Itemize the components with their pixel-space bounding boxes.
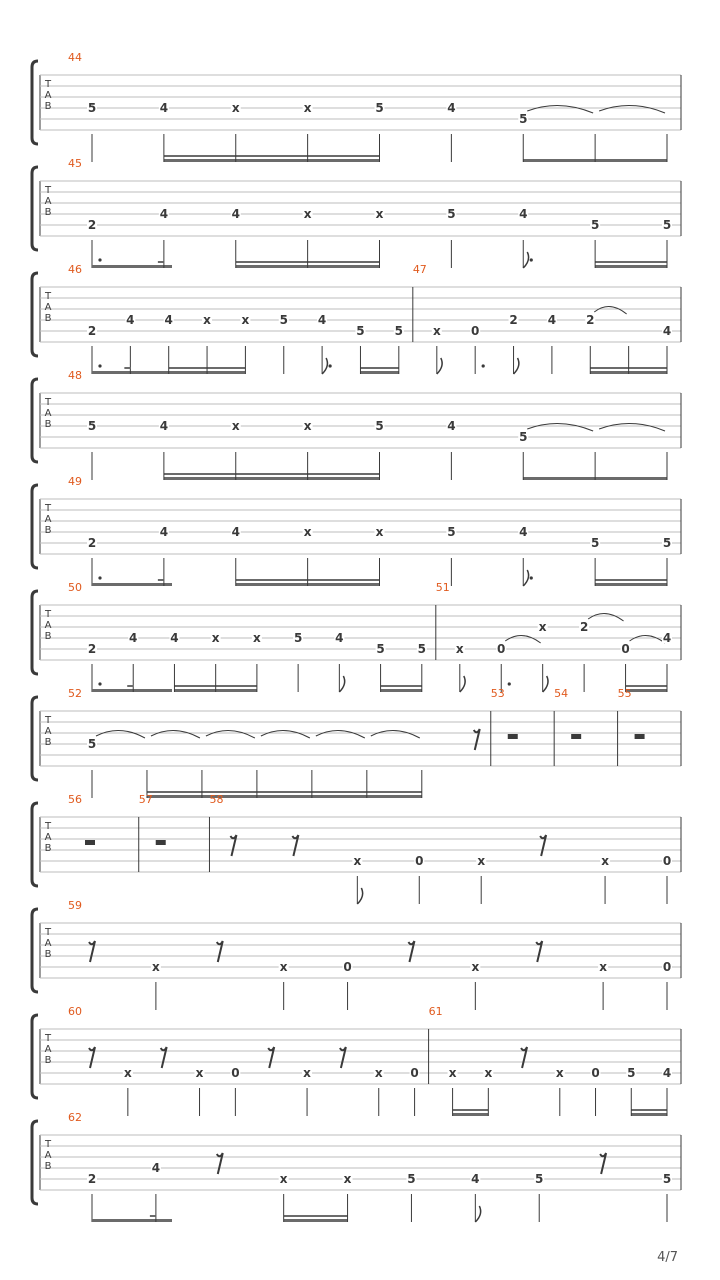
fret-number: 4: [519, 525, 528, 539]
beam-secondary: [595, 261, 667, 263]
tab-clef-letter: B: [44, 1055, 52, 1066]
system-bracket: [32, 591, 38, 674]
rhythm-dot: [98, 576, 101, 579]
tab-measure: [491, 687, 554, 766]
beam-secondary: [626, 685, 667, 687]
fret-number: 4: [447, 101, 456, 115]
measure-number: 59: [68, 899, 82, 912]
fret-number: 2: [586, 313, 595, 327]
measure-number: 48: [68, 369, 82, 382]
measure-number: 60: [68, 1005, 82, 1018]
fret-number: 4: [471, 1172, 480, 1186]
fret-number: 0: [415, 854, 424, 868]
tie-arc: [206, 730, 255, 738]
tab-clef-letter: T: [44, 1139, 52, 1150]
beam: [381, 689, 422, 692]
fret-number: x: [448, 1066, 457, 1080]
fret-number: x: [279, 1172, 288, 1186]
tab-measure: [554, 687, 617, 766]
fret-number: 2: [579, 620, 589, 634]
measure-number: 50: [68, 581, 82, 594]
fret-number: 4: [151, 1161, 161, 1175]
beam-stub: [124, 367, 130, 369]
system-bracket: [32, 485, 38, 568]
fret-number: 0: [497, 642, 506, 656]
half-rest: [571, 734, 581, 739]
tab-clef-letter: T: [44, 291, 52, 302]
beam-secondary: [595, 579, 667, 581]
fret-number: x: [231, 419, 240, 433]
fret-number: 5: [447, 525, 456, 539]
sixteenth-rest: [161, 1047, 167, 1068]
note-flag: [543, 676, 548, 692]
fret-number: 0: [470, 324, 480, 338]
tie-arc: [527, 105, 593, 113]
sixteenth-rest: [217, 941, 223, 962]
fret-number: x: [303, 1066, 311, 1080]
beam-secondary: [381, 685, 422, 687]
measure-number: 47: [412, 263, 427, 276]
fret-number: x: [471, 960, 480, 974]
measure-number: 49: [68, 475, 82, 488]
fret-number: 5: [519, 112, 528, 126]
measure-number: 56: [68, 793, 82, 806]
fret-number: 5: [662, 1172, 672, 1186]
fret-number: 4: [335, 631, 344, 645]
fret-number: 2: [87, 1172, 97, 1186]
rhythm-dot: [98, 258, 101, 261]
fret-number: 5: [407, 1172, 416, 1186]
fret-number: 0: [662, 960, 672, 974]
tab-clef-letter: B: [44, 101, 52, 112]
fret-number: 4: [662, 1066, 672, 1080]
tab-clef-letter: T: [44, 503, 52, 514]
sixteenth-rest: [89, 1047, 95, 1068]
fret-number: 2: [87, 536, 97, 550]
fret-number: 5: [535, 1172, 544, 1186]
tab-measure: [209, 793, 681, 904]
note-flag: [322, 358, 327, 374]
beam-stub: [150, 1215, 156, 1217]
fret-number: x: [343, 1172, 352, 1186]
fret-number: 4: [662, 631, 672, 645]
rhythm-dot: [530, 258, 533, 261]
beam: [92, 583, 172, 586]
tab-clef-letter: A: [44, 1044, 52, 1055]
tab-clef-letter: B: [44, 313, 52, 324]
tab-clef-letter: B: [44, 949, 52, 960]
beam: [626, 689, 667, 692]
fret-number: 0: [231, 1066, 240, 1080]
fret-number: 4: [159, 525, 169, 539]
sixteenth-rest: [340, 1047, 346, 1068]
beam: [92, 1219, 172, 1222]
measure-number: 54: [554, 687, 569, 700]
fret-number: 5: [417, 642, 426, 656]
beam: [164, 159, 380, 162]
fret-number: x: [484, 1066, 493, 1080]
system-bracket: [32, 273, 38, 356]
system-bracket: [32, 167, 38, 250]
fret-number: 4: [170, 631, 179, 645]
tab-measure: [413, 263, 681, 374]
fret-number: 4: [547, 313, 557, 327]
tie-arc: [588, 613, 623, 621]
beam: [92, 689, 172, 692]
tie-arc: [594, 306, 626, 314]
fret-number: 5: [356, 324, 365, 338]
note-flag: [514, 358, 519, 374]
fret-number: 5: [394, 324, 403, 338]
half-rest: [156, 840, 166, 845]
tab-clef-letter: A: [44, 938, 52, 949]
fret-number: x: [555, 1066, 564, 1080]
beam-secondary: [164, 155, 380, 157]
system-bracket: [32, 1015, 38, 1098]
tab-clef-letter: B: [44, 207, 52, 218]
sixteenth-rest: [600, 1153, 606, 1174]
tab-clef-letter: T: [44, 397, 52, 408]
tab-clef-letter: T: [44, 185, 52, 196]
half-rest: [635, 734, 645, 739]
fret-number: x: [211, 631, 220, 645]
system-bracket: [32, 61, 38, 144]
fret-number: 5: [375, 101, 384, 115]
rhythm-dot: [508, 682, 511, 685]
rhythm-dot: [530, 576, 533, 579]
tab-clef-letter: B: [44, 631, 52, 642]
fret-number: x: [375, 525, 384, 539]
fret-number: 5: [375, 419, 384, 433]
beam: [595, 265, 667, 268]
beam: [164, 477, 380, 480]
tab-clef-letter: A: [44, 620, 52, 631]
beam: [595, 583, 667, 586]
tab-system: [32, 51, 681, 162]
tab-system: [32, 263, 681, 374]
measure-number: 61: [428, 1005, 443, 1018]
fret-number: x: [203, 313, 211, 327]
tab-clef-letter: T: [44, 715, 52, 726]
beam: [360, 371, 398, 374]
fret-number: 4: [662, 324, 672, 338]
sixteenth-rest: [474, 729, 480, 750]
fret-number: 4: [126, 313, 135, 327]
fret-number: 5: [293, 631, 303, 645]
tab-clef-letter: A: [44, 196, 52, 207]
measure-number: 51: [435, 581, 450, 594]
fret-number: 4: [164, 313, 173, 327]
beam-secondary: [631, 1109, 667, 1111]
tab-clef-letter: T: [44, 821, 52, 832]
half-rest: [85, 840, 95, 845]
tie-arc: [371, 730, 420, 738]
fret-number: 4: [231, 207, 240, 221]
system-bracket: [32, 909, 38, 992]
tab-system: [32, 475, 681, 586]
fret-number: x: [375, 207, 384, 221]
tab-measure: [618, 687, 681, 766]
fret-number: 5: [87, 419, 97, 433]
measure-number: 44: [68, 51, 82, 64]
note-flag: [339, 676, 344, 692]
measure-number: 58: [209, 793, 224, 806]
measure-number: 57: [138, 793, 153, 806]
beam: [284, 1219, 348, 1222]
fret-number: x: [279, 960, 288, 974]
eighth-rest: [217, 1153, 223, 1174]
measure-number: 52: [68, 687, 82, 700]
tab-clef-letter: T: [44, 927, 52, 938]
rhythm-dot: [98, 364, 101, 367]
sixteenth-rest: [89, 941, 95, 962]
tab-clef-letter: A: [44, 832, 52, 843]
rhythm-dot: [98, 682, 101, 685]
fret-number: 5: [590, 218, 600, 232]
note-flag: [437, 358, 442, 374]
fret-number: 5: [87, 101, 97, 115]
fret-number: 5: [279, 313, 288, 327]
tab-clef-letter: B: [44, 737, 52, 748]
tie-arc: [316, 730, 365, 738]
fret-number: x: [303, 101, 312, 115]
tie-arc: [630, 635, 665, 643]
fret-number: x: [303, 419, 312, 433]
fret-number: 0: [662, 854, 672, 868]
tab-system: [32, 899, 681, 1010]
fret-number: 4: [159, 207, 169, 221]
tab-system: [32, 369, 681, 480]
fret-number: 0: [410, 1066, 419, 1080]
fret-number: 4: [519, 207, 528, 221]
beam-secondary: [284, 1215, 348, 1217]
system-bracket: [32, 379, 38, 462]
fret-number: 2: [87, 218, 97, 232]
fret-number: 5: [662, 218, 672, 232]
tab-measure: [68, 1005, 429, 1116]
tie-arc: [505, 635, 540, 643]
fret-number: 5: [627, 1066, 636, 1080]
fret-number: 2: [87, 642, 97, 656]
fret-number: 4: [159, 419, 169, 433]
fret-number: 4: [231, 525, 240, 539]
beam-secondary: [147, 791, 422, 793]
fret-number: 0: [343, 960, 352, 974]
beam-secondary: [164, 473, 380, 475]
beam-secondary: [360, 367, 398, 369]
tab-clef-letter: T: [44, 79, 52, 90]
tab-measure: [68, 157, 681, 268]
beam: [453, 1113, 489, 1116]
fret-number: x: [303, 207, 312, 221]
beam: [631, 1113, 667, 1116]
tab-measure: [68, 475, 681, 586]
tab-clef-letter: A: [44, 514, 52, 525]
tab-clef-letter: A: [44, 302, 52, 313]
tie-arc: [599, 423, 665, 431]
fret-number: 4: [317, 313, 327, 327]
tab-measure: [68, 263, 413, 374]
tab-system: [32, 687, 681, 798]
tab-system: [32, 1005, 681, 1116]
note-flag: [357, 888, 362, 904]
tab-clef-letter: B: [44, 843, 52, 854]
sixteenth-rest: [268, 1047, 274, 1068]
fret-number: x: [538, 620, 547, 634]
fret-number: x: [455, 642, 464, 656]
fret-number: x: [231, 101, 240, 115]
measure-number: 55: [617, 687, 632, 700]
fret-number: x: [432, 324, 441, 338]
half-rest: [508, 734, 518, 739]
tab-clef-letter: B: [44, 1161, 52, 1172]
fret-number: x: [477, 854, 486, 868]
page-number: 4/7: [657, 1250, 678, 1265]
tab-measure: [68, 899, 681, 1010]
sixteenth-rest: [521, 1047, 527, 1068]
beam-stub: [158, 261, 164, 263]
sixteenth-rest: [536, 941, 542, 962]
sixteenth-rest: [540, 835, 546, 856]
beam-stub: [127, 685, 133, 687]
beam-secondary: [453, 1109, 489, 1111]
sixteenth-rest: [408, 941, 414, 962]
fret-number: x: [195, 1066, 204, 1080]
system-bracket: [32, 697, 38, 780]
fret-number: x: [601, 854, 609, 868]
fret-number: 0: [621, 642, 630, 656]
fret-number: x: [599, 960, 607, 974]
fret-number: x: [241, 313, 250, 327]
tie-arc: [261, 730, 310, 738]
tab-measure: [68, 51, 681, 162]
fret-number: 5: [662, 536, 672, 550]
tab-system: [32, 793, 681, 904]
fret-number: 5: [376, 642, 385, 656]
tab-measure: [68, 793, 139, 872]
fret-number: 2: [509, 313, 518, 327]
system-bracket: [32, 1121, 38, 1204]
tab-system: [32, 157, 681, 268]
note-flag: [460, 676, 465, 692]
tab-clef-letter: A: [44, 90, 52, 101]
fret-number: 5: [519, 430, 528, 444]
beam: [147, 795, 422, 798]
tab-measure: [68, 369, 681, 480]
tab-measure: [139, 793, 210, 872]
beam: [92, 371, 172, 374]
fret-number: 5: [447, 207, 456, 221]
beam-stub: [158, 579, 164, 581]
tab-clef-letter: A: [44, 408, 52, 419]
fret-number: x: [253, 631, 261, 645]
tab-system: [32, 581, 681, 692]
fret-number: x: [374, 1066, 383, 1080]
tie-arc: [527, 423, 593, 431]
fret-number: x: [303, 525, 312, 539]
tie-arc: [96, 730, 145, 738]
measure-number: 53: [490, 687, 505, 700]
note-flag: [475, 1206, 480, 1222]
measure-number: 62: [68, 1111, 82, 1124]
tab-system: [32, 1111, 681, 1222]
tab-clef-letter: B: [44, 419, 52, 430]
note-flag: [523, 570, 528, 586]
tab-clef-letter: T: [44, 609, 52, 620]
rhythm-dot: [482, 364, 485, 367]
fret-number: 5: [590, 536, 600, 550]
tie-arc: [599, 105, 665, 113]
tab-measure: [68, 581, 436, 692]
tab-clef-letter: T: [44, 1033, 52, 1044]
fret-number: 5: [87, 737, 97, 751]
fret-number: 4: [129, 631, 138, 645]
measure-number: 45: [68, 157, 82, 170]
fret-number: x: [152, 960, 160, 974]
note-flag: [523, 252, 528, 268]
fret-number: 0: [591, 1066, 600, 1080]
tab-measure: [436, 581, 681, 692]
fret-number: x: [123, 1066, 132, 1080]
tab-clef-letter: B: [44, 525, 52, 536]
tab-clef-letter: A: [44, 726, 52, 737]
beam: [92, 265, 172, 268]
tab-measure: [429, 1005, 681, 1116]
fret-number: 4: [447, 419, 456, 433]
tab-measure: [68, 1111, 681, 1222]
tab-measure: [68, 687, 491, 798]
eighth-rest: [230, 835, 236, 856]
sixteenth-rest: [292, 835, 298, 856]
fret-number: 2: [87, 324, 97, 338]
tab-clef-letter: A: [44, 1150, 52, 1161]
rhythm-dot: [329, 364, 332, 367]
fret-number: 4: [159, 101, 169, 115]
tie-arc: [151, 730, 200, 738]
fret-number: x: [353, 854, 362, 868]
measure-number: 46: [68, 263, 82, 276]
system-bracket: [32, 803, 38, 886]
